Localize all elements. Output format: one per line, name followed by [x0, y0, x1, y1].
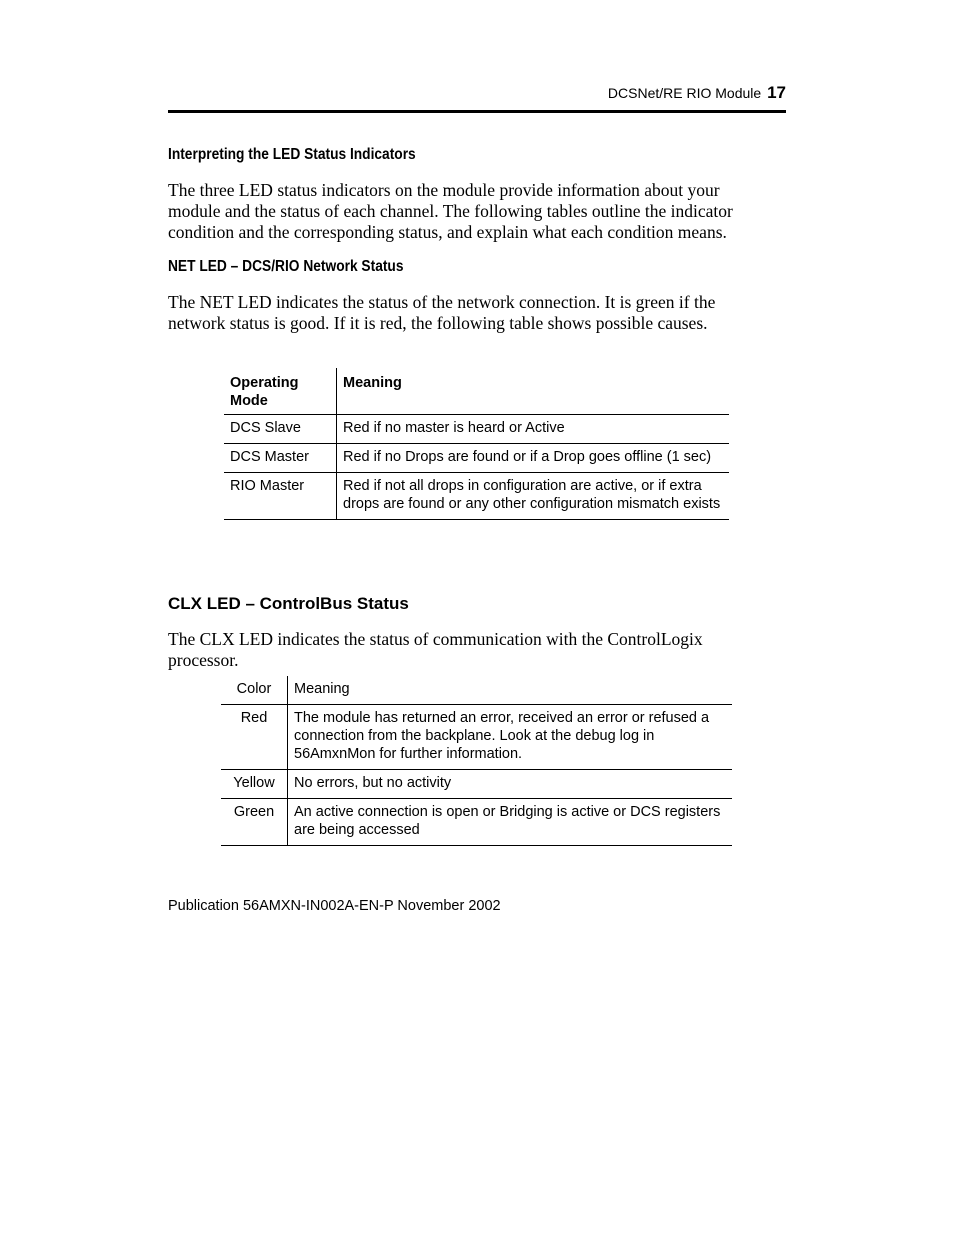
cell-meaning: No errors, but no activity	[288, 770, 733, 799]
clx-led-table	[221, 676, 732, 846]
page-number: 17	[767, 83, 786, 102]
cell-meaning: Red if no Drops are found or if a Drop goes offline (1 sec)	[337, 444, 730, 473]
paragraph-led-intro: The three LED status indicators on the module provide information about your module and the status of each channel. The following tables outline the indicator condition and the corresponding status, and explain what each condition means.	[168, 180, 733, 242]
table-row	[221, 799, 732, 846]
header-rule	[168, 110, 786, 113]
cell-color: Green	[221, 799, 288, 846]
table-row	[224, 444, 729, 473]
header-title: DCSNet/RE RIO Module	[607, 85, 762, 101]
running-header	[608, 83, 786, 103]
table-header-row	[221, 676, 732, 705]
publication-footer: Publication 56AMXN-IN002A-EN-P November 2002	[168, 898, 501, 914]
table-row	[224, 473, 729, 520]
cell-mode: DCS Slave	[224, 415, 337, 444]
paragraph-net-led: The NET LED indicates the status of the network connection. It is green if the network status is good. If it is red, the following table shows possible causes.	[168, 292, 716, 333]
cell-meaning: The module has returned an error, received an error or refused a connection from the backplane. Look at the debug log in 56AmxnMon for further information.	[288, 705, 733, 770]
column-header-meaning: Meaning	[294, 681, 350, 697]
cell-color: Yellow	[221, 770, 288, 799]
cell-mode: DCS Master	[224, 444, 337, 473]
heading-net-led: NET LED – DCS/RIO Network Status	[168, 258, 404, 275]
column-header-operating-mode: Operating Mode	[224, 368, 337, 415]
cell-meaning: Red if no master is heard or Active	[337, 415, 730, 444]
cell-meaning: Red if not all drops in configuration are active, or if extra drops are found or any other configuration mismatch exists	[337, 473, 730, 520]
table-header-row	[224, 368, 729, 415]
heading-clx-led: CLX LED – ControlBus Status	[168, 594, 409, 613]
cell-color: Red	[221, 705, 288, 770]
column-header-meaning: Meaning	[343, 375, 402, 391]
heading-led-status: Interpreting the LED Status Indicators	[168, 146, 416, 163]
table-row	[221, 705, 732, 770]
paragraph-clx-led: The CLX LED indicates the status of communication with the ControlLogix processor.	[168, 629, 703, 670]
column-header-color: Color	[221, 676, 288, 705]
cell-mode: RIO Master	[224, 473, 337, 520]
net-led-table	[224, 368, 729, 520]
cell-meaning: An active connection is open or Bridging is active or DCS registers are being accessed	[288, 799, 733, 846]
table-row	[221, 770, 732, 799]
table-row	[224, 415, 729, 444]
